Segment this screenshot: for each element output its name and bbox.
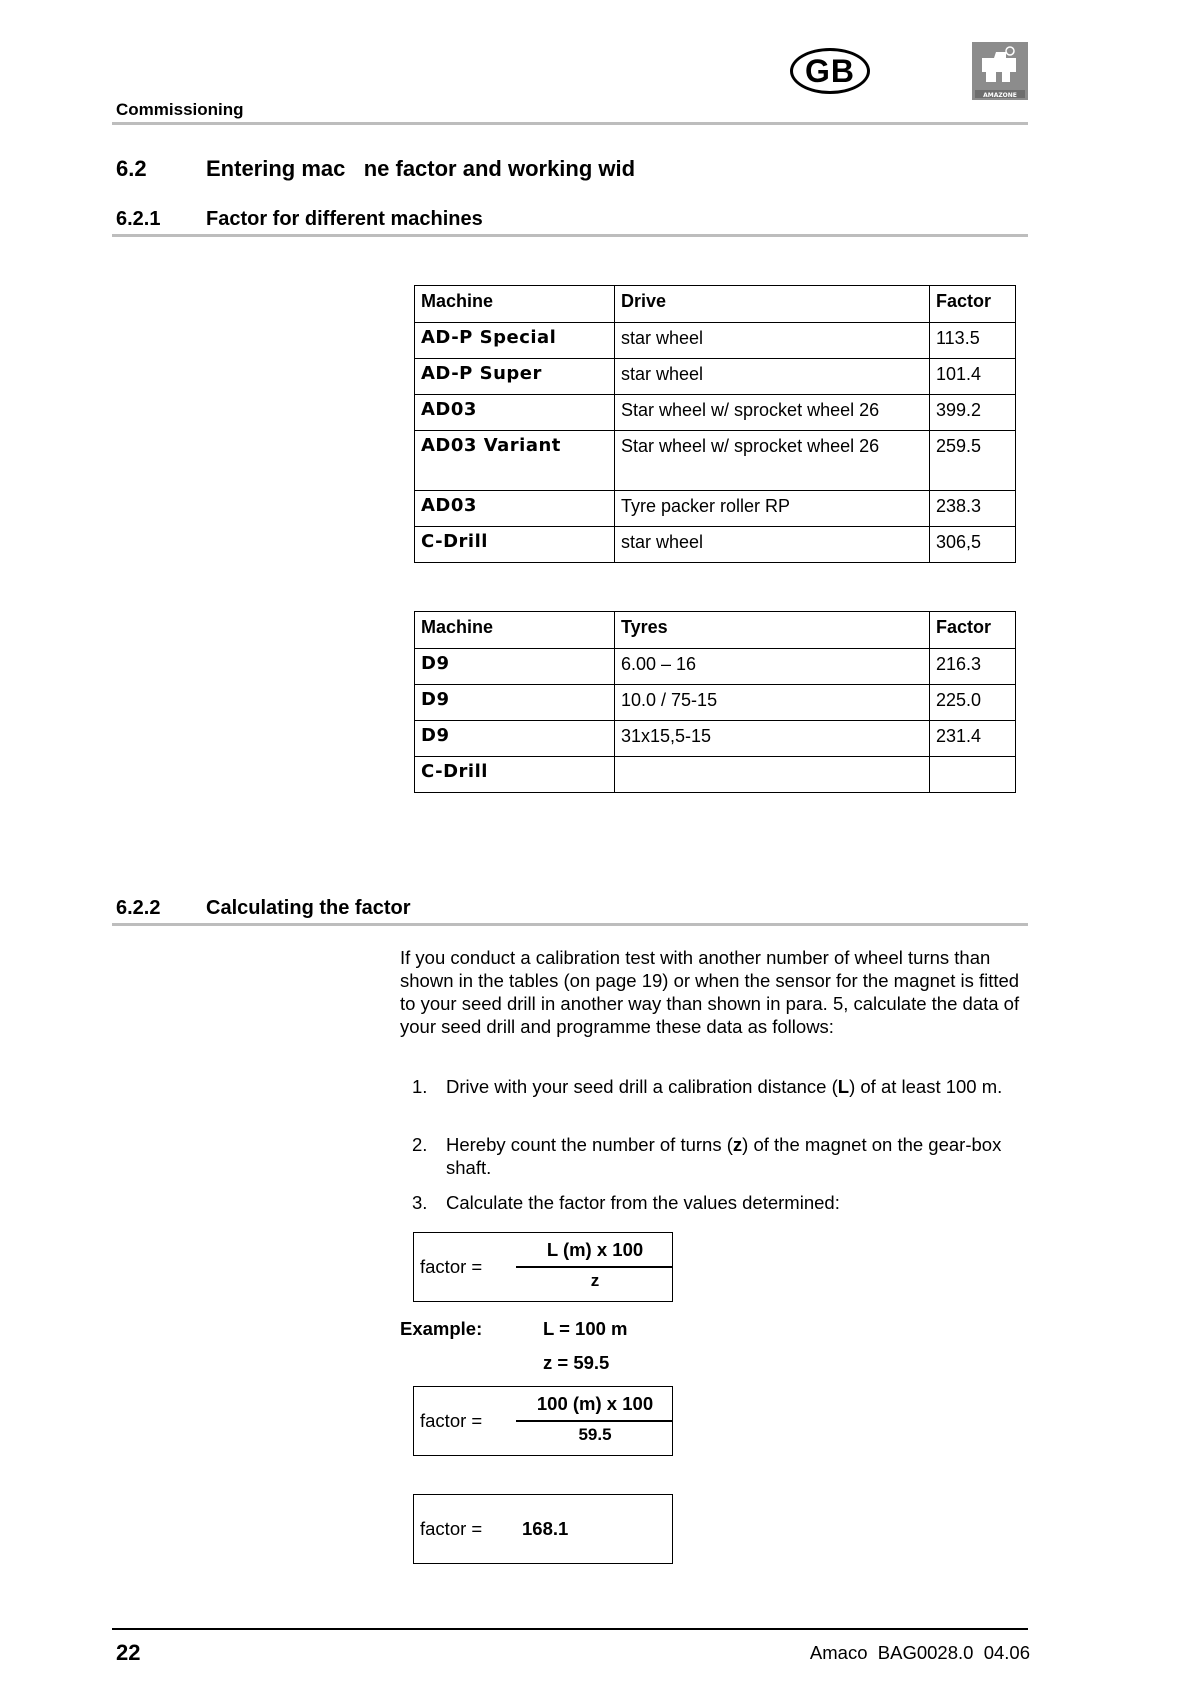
step-text: Drive with your seed drill a calibration distance (L) of at least 100 m. bbox=[446, 1076, 1003, 1097]
factor-cell: 225.0 bbox=[930, 685, 1016, 721]
factor-cell: 101.4 bbox=[930, 359, 1016, 395]
machine-cell: D9 bbox=[415, 649, 615, 685]
step-item bbox=[412, 1133, 1022, 1179]
formula-label: factor = bbox=[420, 1256, 483, 1277]
header-machine: Machine bbox=[415, 612, 615, 649]
step-text: Hereby count the number of turns (z) of the magnet on the gear-box shaft. bbox=[446, 1134, 1002, 1178]
table-row bbox=[415, 323, 1016, 359]
footer-rule bbox=[112, 1628, 1028, 1630]
header-rule bbox=[112, 122, 1028, 125]
factor-cell: 259.5 bbox=[930, 431, 1016, 491]
step-number: 3. bbox=[412, 1192, 428, 1213]
header-tyres: Tyres bbox=[615, 612, 930, 649]
machine-cell: AD03 bbox=[415, 491, 615, 527]
table-row bbox=[415, 431, 1016, 491]
amazone-logo bbox=[972, 42, 1028, 100]
drive-cell: Tyre packer roller RP bbox=[615, 491, 930, 527]
tyres-factor-table bbox=[414, 611, 1016, 793]
table-row bbox=[415, 491, 1016, 527]
table-row bbox=[415, 649, 1016, 685]
heading-6-2-1-number: 6.2.1 bbox=[116, 208, 161, 230]
drive-factor-table bbox=[414, 285, 1016, 563]
table-row bbox=[415, 527, 1016, 563]
step-text: Calculate the factor from the values determined: bbox=[446, 1192, 840, 1213]
example-z-value: z = 59.5 bbox=[543, 1352, 610, 1373]
page-number: 22 bbox=[116, 1640, 141, 1665]
result-box bbox=[413, 1494, 673, 1564]
formula-denominator: 59.5 bbox=[578, 1425, 612, 1444]
drive-cell: Star wheel w/ sprocket wheel 26 bbox=[615, 431, 930, 491]
fraction-bar bbox=[516, 1266, 672, 1268]
machine-cell: D9 bbox=[415, 685, 615, 721]
intro-paragraph: If you conduct a calibration test with another number of wheel turns than shown in the tables (on page 19) or when the sensor for the magnet is fitted to your seed drill in another way than shown in para. 5, calculate the data of your seed drill and programme these data as follows: bbox=[400, 947, 1020, 1037]
formula-label: factor = bbox=[420, 1410, 483, 1431]
formula-denominator: z bbox=[590, 1271, 600, 1290]
factor-cell: 216.3 bbox=[930, 649, 1016, 685]
formula-box bbox=[413, 1232, 673, 1302]
step-number: 1. bbox=[412, 1076, 428, 1097]
result-label: factor = bbox=[420, 1518, 483, 1539]
table-row bbox=[415, 395, 1016, 431]
table-row bbox=[415, 359, 1016, 395]
machine-cell: C-Drill bbox=[415, 757, 615, 793]
header-factor: Factor bbox=[930, 286, 1016, 323]
table-header-row bbox=[415, 612, 1016, 649]
drive-cell: Star wheel w/ sprocket wheel 26 bbox=[615, 395, 930, 431]
table-header-row bbox=[415, 286, 1016, 323]
document-reference: Amaco BAG0028.0 04.06 bbox=[809, 1642, 1030, 1663]
factor-cell: 306,5 bbox=[930, 527, 1016, 563]
header-machine: Machine bbox=[415, 286, 615, 323]
machine-cell: AD03 bbox=[415, 395, 615, 431]
tyres-cell bbox=[615, 757, 930, 793]
machine-cell: C-Drill bbox=[415, 527, 615, 563]
factor-cell bbox=[930, 757, 1016, 793]
formula-example-box bbox=[413, 1386, 673, 1456]
machine-cell: AD-P Super bbox=[415, 359, 615, 395]
formula-numerator: 100 (m) x 100 bbox=[536, 1393, 654, 1414]
tyres-cell: 6.00 – 16 bbox=[615, 649, 930, 685]
step-item bbox=[412, 1191, 1022, 1214]
example-label: Example: bbox=[400, 1318, 483, 1339]
header-factor: Factor bbox=[930, 612, 1016, 649]
table-row bbox=[415, 721, 1016, 757]
table-row bbox=[415, 685, 1016, 721]
result-value: 168.1 bbox=[522, 1518, 569, 1539]
section-rule bbox=[112, 234, 1028, 237]
table-row bbox=[415, 757, 1016, 793]
section-rule bbox=[112, 923, 1028, 926]
heading-6-2-number: 6.2 bbox=[116, 156, 147, 181]
section-label: Commissioning bbox=[116, 100, 244, 119]
heading-6-2-2-title: Calculating the factor bbox=[206, 897, 411, 919]
tyres-cell: 31x15,5-15 bbox=[615, 721, 930, 757]
step-number: 2. bbox=[412, 1134, 428, 1155]
heading-6-2-2-number: 6.2.2 bbox=[116, 897, 161, 919]
drive-cell: star wheel bbox=[615, 359, 930, 395]
language-badge: GB bbox=[790, 48, 870, 94]
example-l-value: L = 100 m bbox=[543, 1318, 628, 1339]
logo-text: AMAZONE bbox=[983, 92, 1017, 99]
machine-cell: AD-P Special bbox=[415, 323, 615, 359]
formula-numerator: L (m) x 100 bbox=[546, 1239, 644, 1260]
drive-cell: star wheel bbox=[615, 323, 930, 359]
header-drive: Drive bbox=[615, 286, 930, 323]
step-item bbox=[412, 1075, 1022, 1098]
tyres-cell: 10.0 / 75-15 bbox=[615, 685, 930, 721]
factor-cell: 399.2 bbox=[930, 395, 1016, 431]
heading-6-2-title: Entering mac ne factor and working wid bbox=[206, 156, 636, 181]
factor-cell: 231.4 bbox=[930, 721, 1016, 757]
heading-6-2-1-title: Factor for different machines bbox=[206, 208, 483, 230]
drive-cell: star wheel bbox=[615, 527, 930, 563]
machine-cell: D9 bbox=[415, 721, 615, 757]
factor-cell: 238.3 bbox=[930, 491, 1016, 527]
factor-cell: 113.5 bbox=[930, 323, 1016, 359]
fraction-bar bbox=[516, 1420, 672, 1422]
machine-cell: AD03 Variant bbox=[415, 431, 615, 491]
